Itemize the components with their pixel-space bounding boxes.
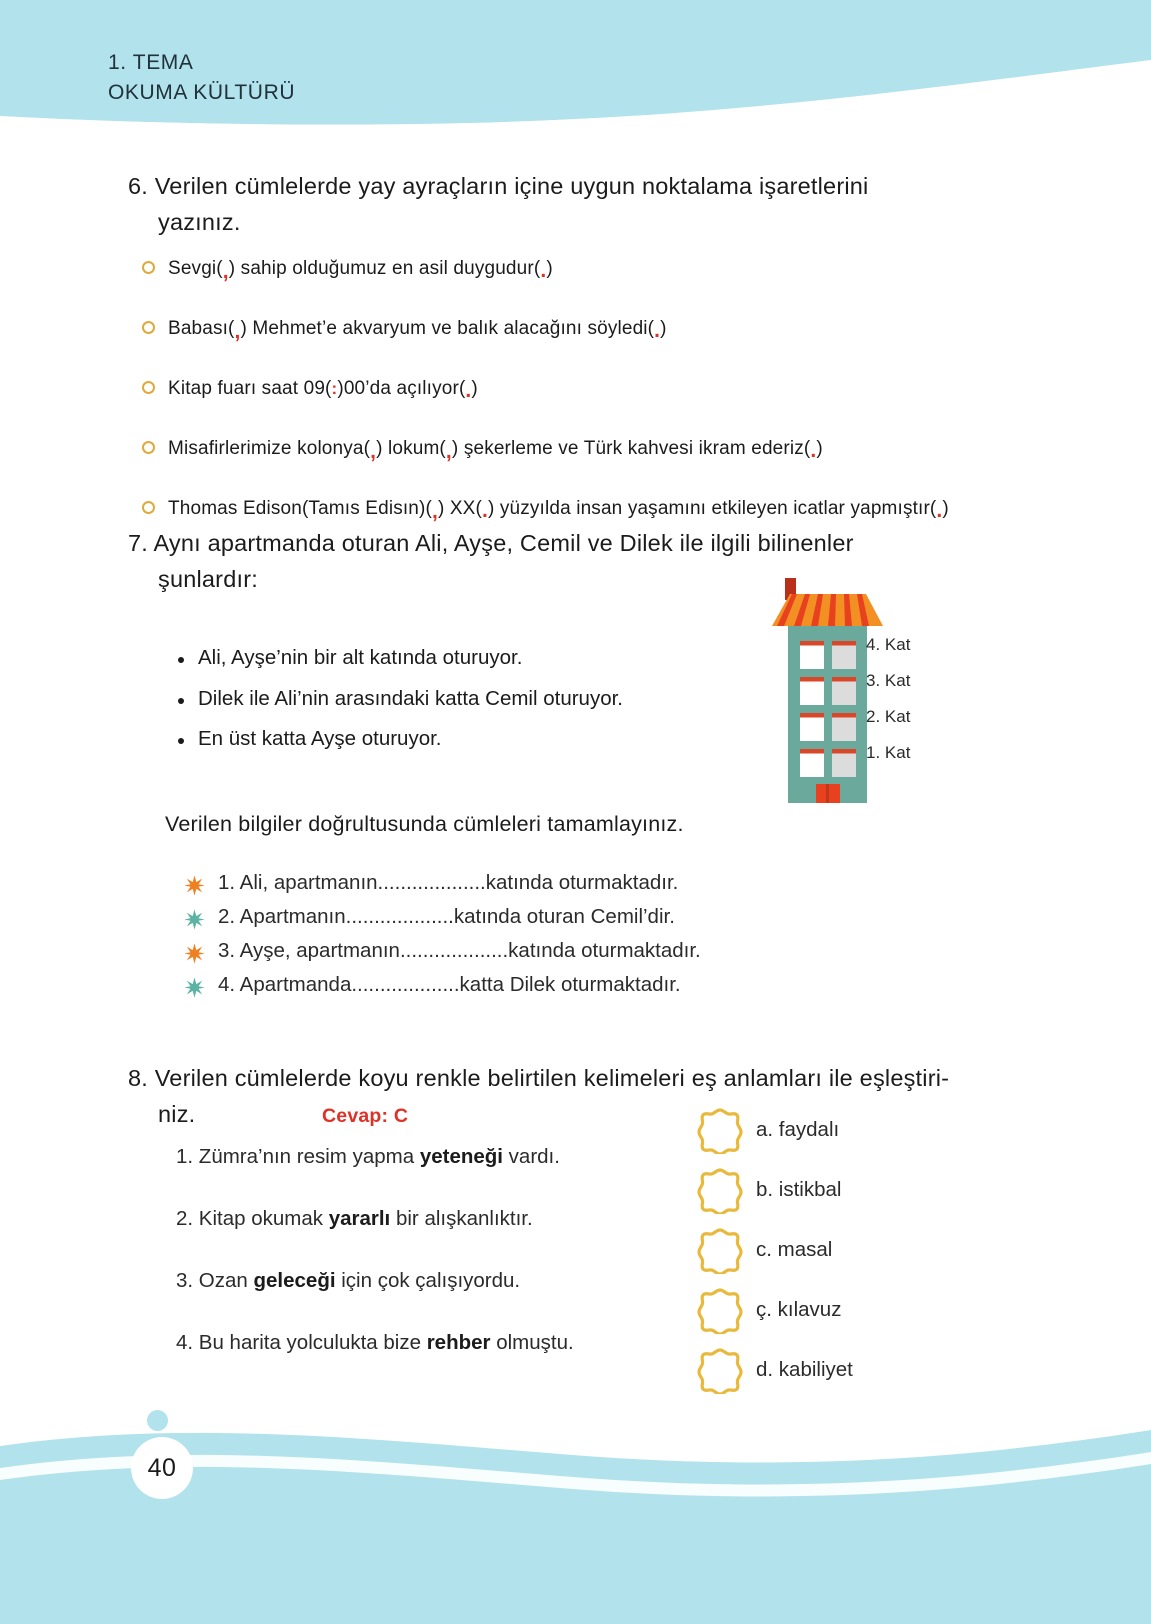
- answer-mark-comma: ,: [222, 260, 229, 283]
- answer-note: Cevap: C: [322, 1105, 409, 1127]
- sentence-text: Babası(: [168, 318, 235, 339]
- question-8-title-line1: Verilen cümlelerde koyu renkle belirtilen kelimeleri eş anlamları ile eşleştiri-: [154, 1065, 950, 1091]
- answer-mark-comma: ,: [445, 440, 452, 463]
- match-option[interactable]: [688, 1340, 853, 1400]
- sentence-text: vardı.: [502, 1145, 560, 1168]
- question-6-number: 6.: [128, 173, 148, 199]
- question-8-sentence-list: [176, 1145, 574, 1393]
- clue-item: Ali, Ayşe’nin bir alt katında oturuyor.: [176, 648, 623, 669]
- flower-shape-icon: [696, 1106, 744, 1154]
- sentence-text: ): [816, 438, 823, 459]
- fill-in-row[interactable]: [182, 866, 701, 900]
- highlighted-word: yeteneği: [419, 1145, 503, 1168]
- fill-in-text: 2. Apartmanın...................katında oturan Cemil’dir.: [218, 905, 675, 928]
- fill-in-row[interactable]: [182, 934, 701, 968]
- question-6-title-line1: Verilen cümlelerde yay ayraçların içine uygun noktalama işaretlerini: [154, 173, 869, 199]
- footer-band: [0, 1394, 1151, 1624]
- floor-label: 1. Kat: [866, 743, 911, 762]
- floor-label: 2. Kat: [866, 707, 911, 726]
- answer-mark-dot: .: [810, 439, 817, 462]
- fill-in-row[interactable]: [182, 900, 701, 934]
- answer-mark-dot: .: [465, 379, 472, 402]
- sentence-text: Sevgi(: [168, 258, 223, 279]
- footer-dot-accent: [147, 1410, 168, 1431]
- sentence-text: ): [660, 318, 667, 339]
- answer-mark-dot: .: [540, 259, 547, 282]
- sentence-text: için çok çalışıyordu.: [335, 1269, 521, 1292]
- sentence-text: Thomas Edison(Tamıs Edisın)(: [168, 498, 432, 519]
- circle-bullet-icon: [142, 441, 155, 454]
- match-option-label: c. masal: [756, 1238, 833, 1261]
- match-sentence[interactable]: [176, 1207, 574, 1231]
- sentence-text: ) XX(: [437, 498, 482, 519]
- sentence-text: Kitap fuarı saat 09(: [168, 378, 332, 399]
- punctuation-sentence-5[interactable]: [138, 496, 949, 523]
- punctuation-sentence-1[interactable]: [138, 256, 949, 283]
- theme-number: 1. TEMA: [108, 51, 194, 74]
- highlighted-word: geleceği: [253, 1269, 336, 1292]
- flower-shape-icon: [696, 1226, 744, 1274]
- page-number-badge: [131, 1437, 193, 1499]
- sentence-text: ) sahip olduğumuz en asil duygudur(: [228, 258, 541, 279]
- question-6: [128, 168, 1028, 241]
- sentence-text: ): [546, 258, 553, 279]
- star-icon: [184, 907, 205, 928]
- sentence-text: 3. Ozan: [176, 1269, 254, 1292]
- answer-mark-comma: ,: [234, 320, 241, 343]
- clue-item: Dilek ile Ali’nin arasındaki katta Cemil oturuyor.: [176, 689, 623, 710]
- question-7-instruction: Verilen bilgiler doğrultusunda cümleleri tamamlayınız.: [165, 812, 684, 836]
- sentence-text: ) şekerleme ve Türk kahvesi ikram ederiz(: [451, 438, 811, 459]
- sentence-text: Misafirlerimize kolonya(: [168, 438, 371, 459]
- highlighted-word: yararlı: [328, 1207, 391, 1230]
- highlighted-word: rehber: [426, 1331, 491, 1354]
- page-number: 40: [147, 1453, 177, 1482]
- question-6-title: [128, 168, 1028, 241]
- sentence-text: olmuştu.: [490, 1331, 574, 1354]
- question-7-title-line1: Aynı apartmanda oturan Ali, Ayşe, Cemil ve Dilek ile ilgili bilinenler: [153, 530, 854, 556]
- answer-mark-comma: ,: [431, 500, 438, 523]
- sentence-text: 4. Bu harita yolculukta bize: [176, 1331, 427, 1354]
- question-7-title-line2: şunlardır:: [158, 566, 258, 593]
- fill-in-text: 4. Apartmanda...................katta Dilek oturmaktadır.: [218, 973, 681, 996]
- question-7-fill-list: [182, 866, 701, 1002]
- match-option[interactable]: [688, 1160, 853, 1220]
- fill-in-text: 1. Ali, apartmanın...................katında oturmaktadır.: [218, 871, 679, 894]
- sentence-text: ): [942, 498, 949, 519]
- answer-mark-dot: .: [936, 499, 943, 522]
- floor-label-list: [866, 578, 956, 803]
- theme-name: OKUMA KÜLTÜRÜ: [108, 81, 296, 105]
- match-option[interactable]: [688, 1220, 853, 1280]
- question-8-title: [128, 1060, 1028, 1133]
- flower-shape-icon: [696, 1286, 744, 1334]
- answer-mark-dot: .: [481, 499, 488, 522]
- sentence-text: )00’da açılıyor(: [337, 378, 466, 399]
- match-sentence[interactable]: [176, 1331, 574, 1355]
- fill-in-row[interactable]: [182, 968, 701, 1002]
- question-8-option-list: [688, 1100, 853, 1400]
- floor-label: 4. Kat: [866, 635, 911, 654]
- answer-mark-colon: :: [331, 379, 338, 398]
- sentence-text: ) yüzyılda insan yaşamını etkileyen icatlar yapmıştır(: [487, 498, 937, 519]
- answer-mark-comma: ,: [370, 440, 377, 463]
- flower-shape-icon: [696, 1166, 744, 1214]
- match-option[interactable]: [688, 1100, 853, 1160]
- question-7-clue-list: [176, 648, 623, 770]
- clue-item: En üst katta Ayşe oturuyor.: [176, 729, 623, 750]
- match-option-label: ç. kılavuz: [756, 1298, 842, 1321]
- star-icon: [184, 873, 205, 894]
- page-header-title: [108, 48, 295, 109]
- punctuation-sentence-2[interactable]: [138, 316, 949, 343]
- question-6-title-line2: yazınız.: [158, 209, 241, 236]
- match-option[interactable]: [688, 1280, 853, 1340]
- question-8: [128, 1060, 1028, 1133]
- sentence-text: 2. Kitap okumak: [176, 1207, 329, 1230]
- sentence-text: ) lokum(: [376, 438, 446, 459]
- punctuation-sentence-3[interactable]: [138, 376, 949, 400]
- question-8-number: 8.: [128, 1065, 148, 1091]
- circle-bullet-icon: [142, 261, 155, 274]
- floor-label: 3. Kat: [866, 671, 911, 690]
- match-option-label: a. faydalı: [756, 1118, 840, 1141]
- match-option-label: d. kabiliyet: [756, 1358, 853, 1381]
- fill-in-text: 3. Ayşe, apartmanın...................katında oturmaktadır.: [218, 939, 701, 962]
- match-sentence[interactable]: [176, 1269, 574, 1293]
- question-7-number: 7.: [128, 530, 148, 556]
- answer-mark-dot: .: [654, 319, 661, 342]
- circle-bullet-icon: [142, 321, 155, 334]
- star-icon: [184, 941, 205, 962]
- sentence-text: ): [471, 378, 478, 399]
- sentence-text: 1. Zümra’nın resim yapma: [176, 1145, 420, 1168]
- sentence-text: bir alışkanlıktır.: [390, 1207, 533, 1230]
- flower-shape-icon: [696, 1346, 744, 1394]
- question-8-title-line2: niz.: [158, 1101, 196, 1128]
- circle-bullet-icon: [142, 501, 155, 514]
- sentence-text: ) Mehmet’e akvaryum ve balık alacağını söyledi(: [240, 318, 655, 339]
- circle-bullet-icon: [142, 381, 155, 394]
- punctuation-sentence-4[interactable]: [138, 436, 949, 463]
- match-option-label: b. istikbal: [756, 1178, 842, 1201]
- question-6-sentence-list: [138, 256, 949, 556]
- star-icon: [184, 975, 205, 996]
- match-sentence[interactable]: [176, 1145, 574, 1169]
